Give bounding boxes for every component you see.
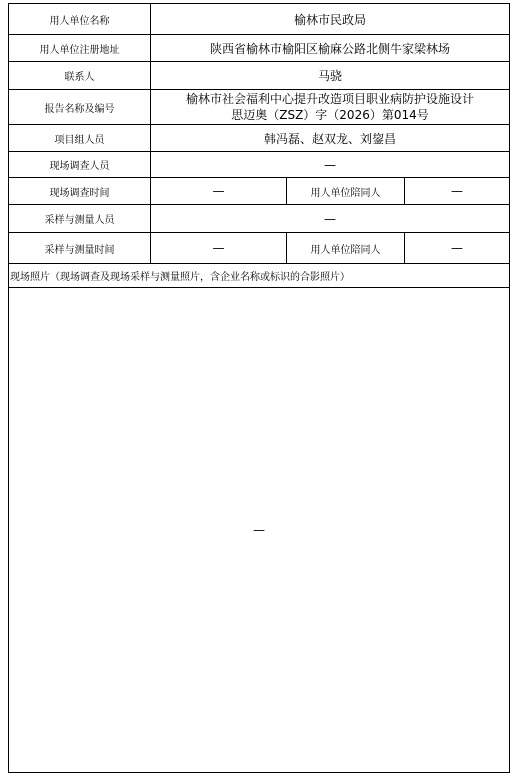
sampling-time-value: — [151,233,287,263]
sampling-time-label: 采样与测量时间 [9,233,151,263]
row-sampling-time [9,233,509,264]
row-employer-name [9,4,509,35]
registered-address-label: 用人单位注册地址 [9,35,151,61]
registered-address-value: 陕西省榆林市榆阳区榆麻公路北侧牛家梁林场 [209,41,450,56]
site-photo-header: 现场照片（现场调查及现场采样与测量照片，含企业名称或标识的合影照片） [9,264,509,288]
report-name-number-label: 报告名称及编号 [9,90,151,124]
report-name-line: 榆林市社会福利中心提升改造项目职业病防护设施设计 [185,92,474,106]
report-number-line: 思迈奥（ZSZ）字（2026）第014号 [231,108,429,122]
survey-staff-value: — [324,157,336,172]
survey-staff-label: 现场调查人员 [9,152,151,177]
report-form-table [8,3,510,773]
project-team-label: 项目组人员 [9,125,151,151]
row-registered-address [9,35,509,62]
survey-time-value: — [151,178,287,204]
employer-name-value: 榆林市民政局 [293,12,366,27]
row-survey-time [9,178,509,205]
row-contact-person [9,62,509,90]
site-photo-placeholder: — [253,522,265,537]
sampling-accompany-value: — [451,241,463,255]
sampling-staff-label: 采样与测量人员 [9,205,151,232]
sampling-staff-value: — [324,211,336,226]
employer-name-label: 用人单位名称 [9,4,151,34]
sampling-accompany-label: 用人单位陪同人 [287,233,405,263]
survey-time-label: 现场调查时间 [9,178,151,204]
survey-accompany-label: 用人单位陪同人 [287,178,405,204]
survey-accompany-value: — [451,184,463,198]
row-sampling-staff [9,205,509,233]
site-photo-area [9,287,509,772]
row-report-name-number [9,90,509,125]
report-name-number-value [151,90,509,124]
project-team-value: 韩冯磊、赵双龙、刘鋆昌 [263,131,396,146]
contact-person-label: 联系人 [9,62,151,89]
contact-person-value: 马骁 [317,69,342,83]
row-survey-staff [9,152,509,178]
row-project-team [9,125,509,152]
